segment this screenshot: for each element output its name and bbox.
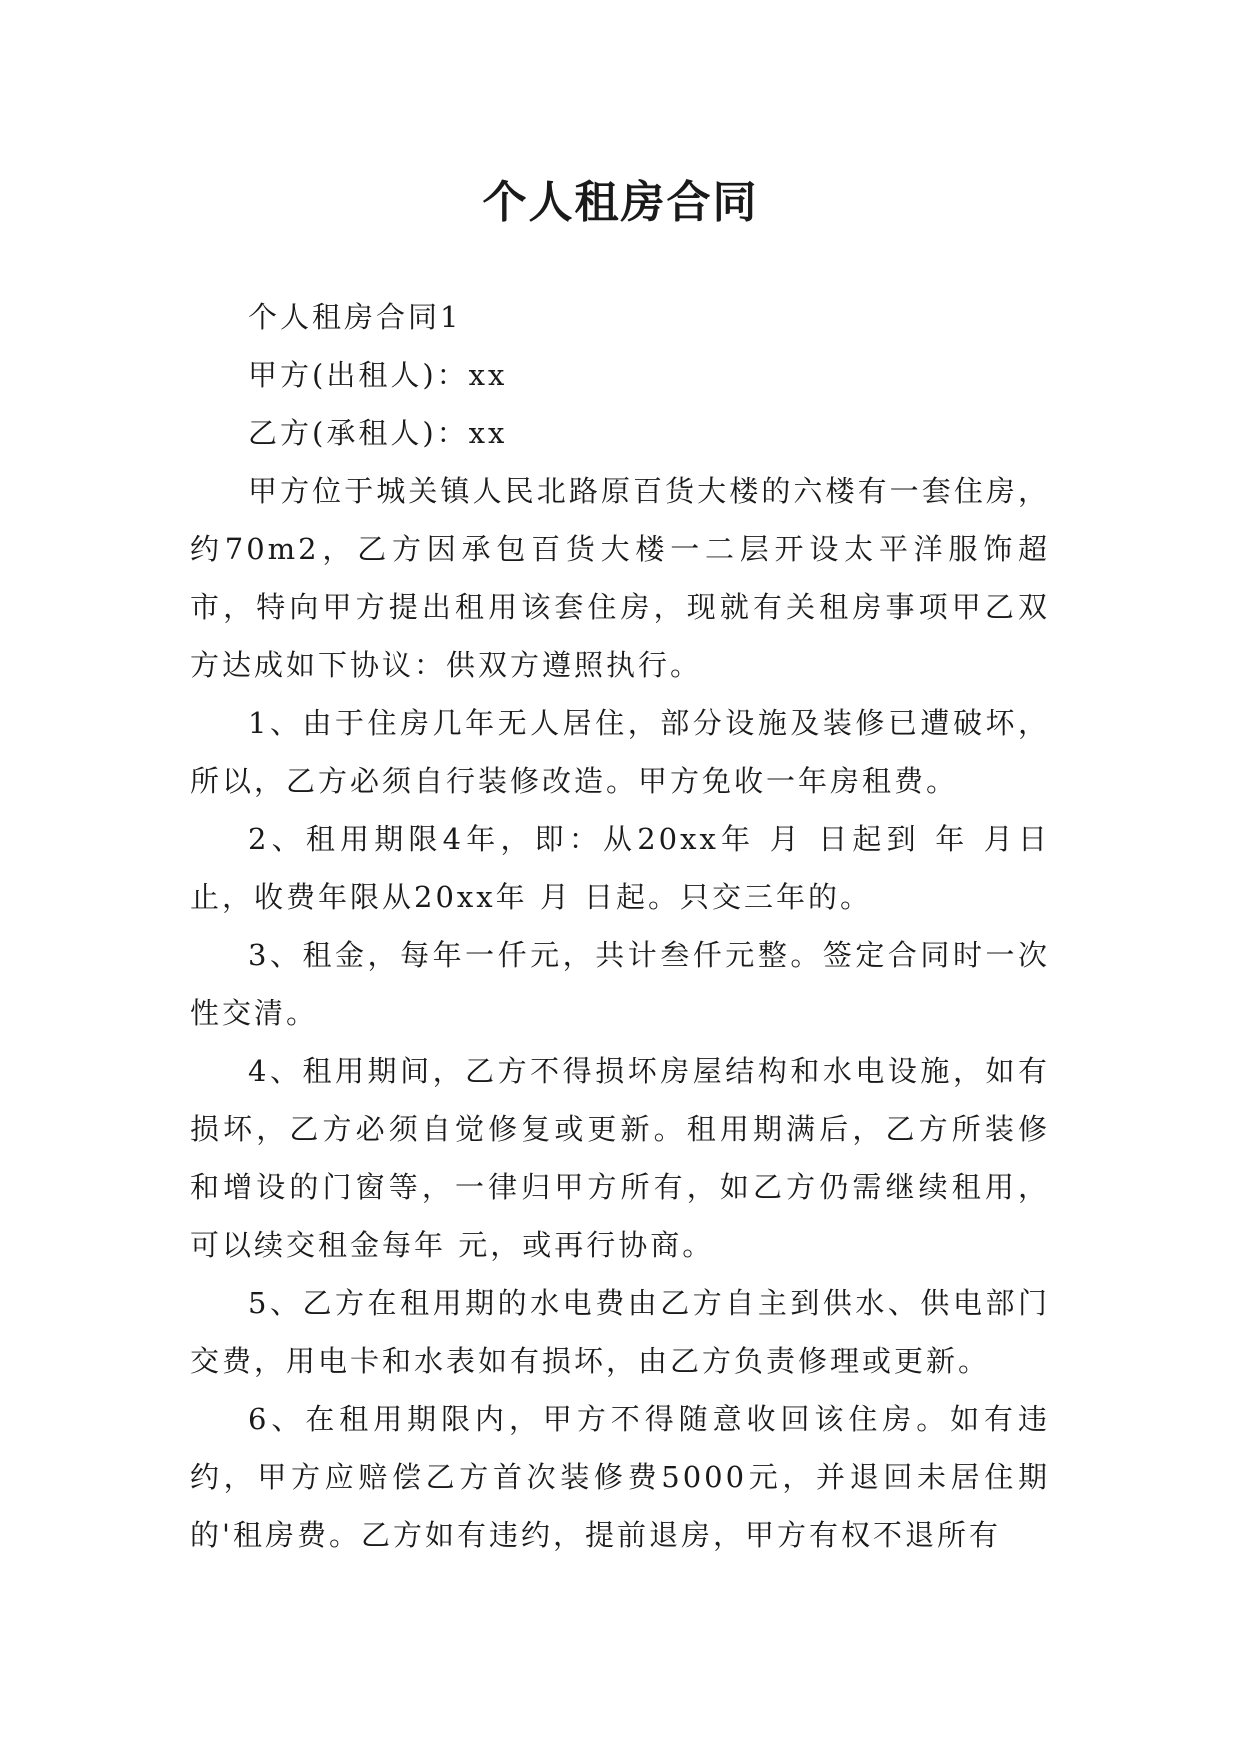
paragraph-clause-3: 3、租金，每年一仟元，共计叁仟元整。签定合同时一次性交清。 <box>190 938 1050 1030</box>
paragraph-clause-4: 4、租用期间，乙方不得损坏房屋结构和水电设施，如有损坏，乙方必须自觉修复或更新。租用期满后，乙方所装修和增设的门窗等，一律归甲方所有，如乙方仍需继续租用，可以续交租金每年 元，或再行协商。 <box>190 1054 1050 1262</box>
paragraph-clause-6: 6、在租用期限内，甲方不得随意收回该住房。如有违约，甲方应赔偿乙方首次装修费5000元，并退回未居住期的'租房费。乙方如有违约，提前退房，甲方有权不退所有 <box>190 1402 1050 1552</box>
paragraph-clause-5: 5、乙方在租用期的水电费由乙方自主到供水、供电部门交费，用电卡和水表如有损坏，由乙方负责修理或更新。 <box>190 1286 1050 1378</box>
paragraph-heading: 个人租房合同1 <box>248 300 462 334</box>
paragraph-clause-1: 1、由于住房几年无人居住，部分设施及装修已遭破坏，所以，乙方必须自行装修改造。甲方免收一年房租费。 <box>190 706 1050 798</box>
document-body <box>190 288 1050 1564</box>
document-title: 个人租房合同 <box>482 177 759 229</box>
paragraph-clause-2: 2、租用期限4年，即：从20xx年 月 日起到 年 月日止，收费年限从20xx年 月 日起。只交三年的。 <box>190 822 1050 914</box>
paragraph-party-a: 甲方(出租人)：xx <box>248 358 508 392</box>
paragraph-party-b: 乙方(承租人)：xx <box>248 416 508 450</box>
paragraph-preamble: 甲方位于城关镇人民北路原百货大楼的六楼有一套住房，约70m2，乙方因承包百货大楼一二层开设太平洋服饰超市，特向甲方提出租用该套住房，现就有关租房事项甲乙双方达成如下协议：供双方遵照执行。 <box>190 474 1050 682</box>
